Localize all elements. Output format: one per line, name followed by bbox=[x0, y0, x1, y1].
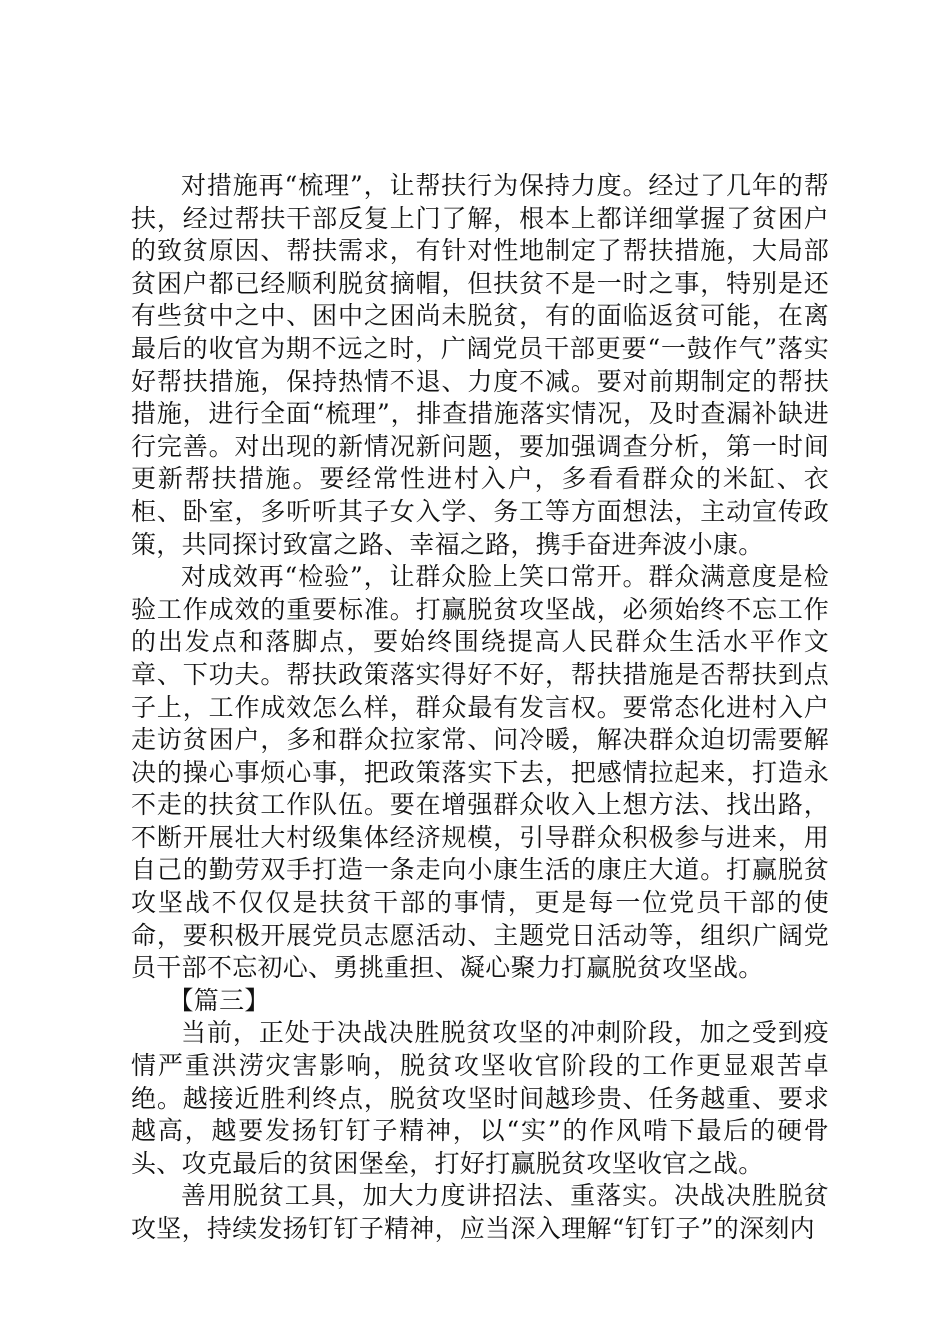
paragraph-results-check: 对成效再“检验”，让群众脸上笑口常开。群众满意度是检验工作成效的重要标准。打赢脱贫攻坚战，必须始终不忘工作的出发点和落脚点，要始终围绕提高人民群众生活水平作文章、下功夫。帮扶政策落实得好不好，帮扶措施是否帮扶到点子上，工作成效怎么样，群众最有发言权。要常态化进村入户走访贫困户，多和群众拉家常、问冷暖，解决群众迫切需要解决的操心事烦心事，把政策落实下去，把感情拉起来，打造永不走的扶贫工作队伍。要在增强群众收入上想方法、找出路，不断开展壮大村级集体经济规模，引导群众积极参与进来，用自己的勤劳双手打造一条走向小康生活的康庄大道。打赢脱贫攻坚战不仅仅是扶贫干部的事情，更是每一位党员干部的使命，要积极开展党员志愿活动、主题党日活动等，组织广阔党员干部不忘初心、勇挑重担、凝心聚力打赢脱贫攻坚战。 bbox=[131, 562, 829, 983]
paragraph-poverty-tools: 善用脱贫工具，加大力度讲招法、重落实。决战决胜脱贫攻坚，持续发扬钉钉子精神，应当深入理解“钉钉子”的深刻内 bbox=[131, 1181, 829, 1243]
document-body bbox=[131, 170, 829, 1246]
paragraph-current-stage: 当前，正处于决战决胜脱贫攻坚的冲刺阶段，加之受到疫情严重洪涝灾害影响，脱贫攻坚收官阶段的工作更显艰苦卓绝。越接近胜利终点，脱贫攻坚时间越珍贵、任务越重、要求越高，越要发扬钉钉子精神，以“实”的作风啃下最后的硬骨头、攻克最后的贫困堡垒，打好打赢脱贫攻坚收官之战。 bbox=[131, 1018, 829, 1178]
paragraph-measures-review: 对措施再“梳理”，让帮扶行为保持力度。经过了几年的帮扶，经过帮扶干部反复上门了解，根本上都详细掌握了贫困户的致贫原因、帮扶需求，有针对性地制定了帮扶措施，大局部贫困户都已经顺利脱贫摘帽，但扶贫不是一时之事，特别是还有些贫中之中、困中之困尚未脱贫，有的面临返贫可能，在离最后的收官为期不远之时，广阔党员干部更要“一鼓作气”落实好帮扶措施，保持热情不退、力度不减。要对前期制定的帮扶措施，进行全面“梳理”，排查措施落实情况，及时查漏补缺进行完善。对出现的新情况新问题，要加强调查分析，第一时间更新帮扶措施。要经常性进村入户，多看看群众的米缸、衣柜、卧室，多听听其子女入学、务工等方面想法，主动宣传政策，共同探讨致富之路、幸福之路，携手奋进奔波小康。 bbox=[131, 171, 829, 559]
section-heading-part-three: 【篇三】 bbox=[168, 985, 270, 1015]
